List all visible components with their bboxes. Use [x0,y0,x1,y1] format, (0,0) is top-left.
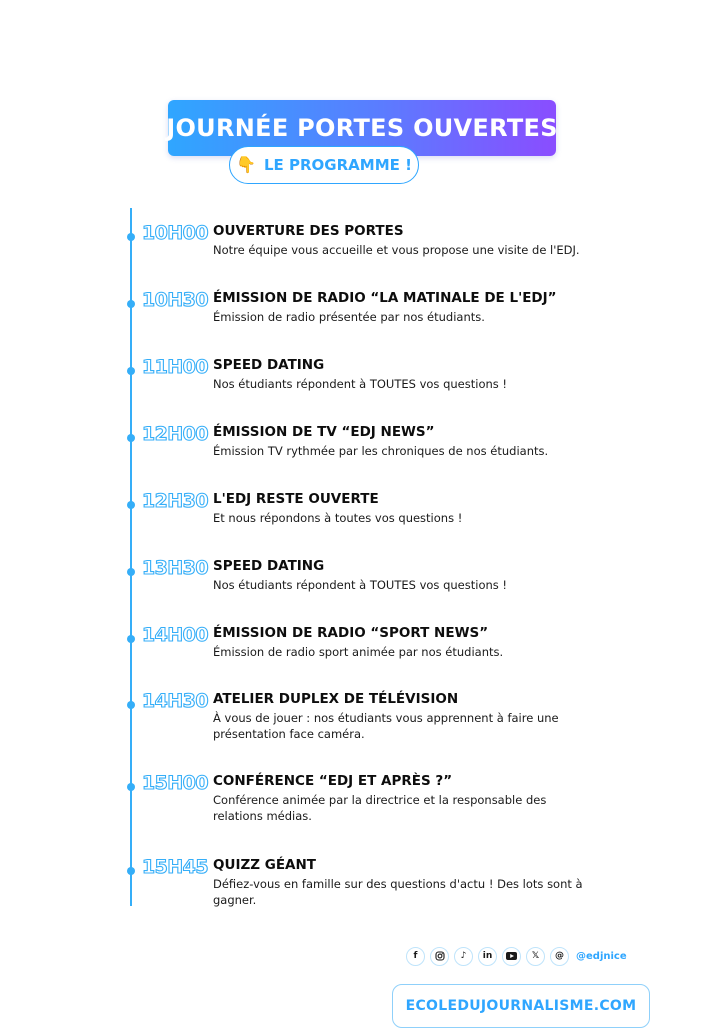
x-icon[interactable]: 𝕏 [526,947,545,966]
timeline-dot [127,783,135,791]
schedule-description: Nos étudiants répondent à TOUTES vos questions ! [213,578,508,592]
programme-pill [229,146,419,184]
schedule-title: ÉMISSION DE TV “EDJ NEWS” [213,424,435,440]
pointing-down-hand-icon: 👇 [236,155,256,174]
instagram-icon[interactable] [430,947,449,966]
schedule-description: présentation face caméra. [213,727,365,741]
social-handle[interactable]: @edjnice [576,950,627,962]
tiktok-icon[interactable]: ♪ [454,947,473,966]
schedule-description: Émission de radio sport animée par nos étudiants. [213,645,504,659]
schedule-time: 15H45 [141,856,209,878]
timeline-dot [127,367,135,375]
timeline-dot [127,701,135,709]
schedule-description: Émission TV rythmée par les chroniques de nos étudiants. [213,444,549,458]
linkedin-icon[interactable]: in [478,947,497,966]
schedule-description: gagner. [213,893,257,907]
schedule-title: CONFÉRENCE “EDJ ET APRÈS ?” [213,773,453,789]
schedule-time: 13H30 [141,557,209,579]
timeline-dot [127,233,135,241]
schedule-title: L'EDJ RESTE OUVERTE [213,491,379,507]
schedule-description: Défiez-vous en famille sur des questions d'actu ! Des lots sont à [213,877,583,891]
website-box[interactable] [392,984,650,1028]
timeline-dot [127,501,135,509]
schedule-description: Et nous répondons à toutes vos questions ! [213,511,463,525]
schedule-time: 12H00 [141,423,209,445]
schedule-time: 11H00 [141,356,209,378]
schedule-description: À vous de jouer : nos étudiants vous apprennent à faire une [213,711,559,725]
facebook-icon[interactable]: f [406,947,425,966]
youtube-icon[interactable] [502,947,521,966]
schedule-time: 12H30 [141,490,209,512]
schedule-title: QUIZZ GÉANT [213,857,316,873]
social-links [406,946,627,966]
schedule-time: 14H00 [141,624,209,646]
schedule-title: ÉMISSION DE RADIO “SPORT NEWS” [213,625,489,641]
timeline-dot [127,300,135,308]
programme-label: LE PROGRAMME ! [263,156,412,174]
website-link[interactable]: ECOLEDUJOURNALISME.COM [405,998,637,1014]
schedule-title: OUVERTURE DES PORTES [213,223,404,239]
schedule-title: SPEED DATING [213,558,325,574]
timeline-dot [127,568,135,576]
threads-icon[interactable]: @ [550,947,569,966]
schedule-description: Émission de radio présentée par nos étudiants. [213,310,485,324]
schedule-description: Conférence animée par la directrice et la responsable des [213,793,547,807]
schedule-time: 10H00 [141,222,209,244]
schedule-title: ÉMISSION DE RADIO “LA MATINALE DE L'EDJ” [213,290,557,306]
schedule-description: Notre équipe vous accueille et vous propose une visite de l'EDJ. [213,243,580,257]
timeline-dot [127,635,135,643]
schedule-title: ATELIER DUPLEX DE TÉLÉVISION [213,691,459,707]
schedule-time: 10H30 [141,289,209,311]
page-title: JOURNÉE PORTES OUVERTES [166,114,558,142]
timeline-line [130,208,132,906]
schedule-description: Nos étudiants répondent à TOUTES vos questions ! [213,377,508,391]
timeline-dot [127,434,135,442]
schedule-description: relations médias. [213,809,312,823]
schedule-title: SPEED DATING [213,357,325,373]
schedule-time: 15H00 [141,772,209,794]
timeline-dot [127,867,135,875]
schedule-time: 14H30 [141,690,209,712]
